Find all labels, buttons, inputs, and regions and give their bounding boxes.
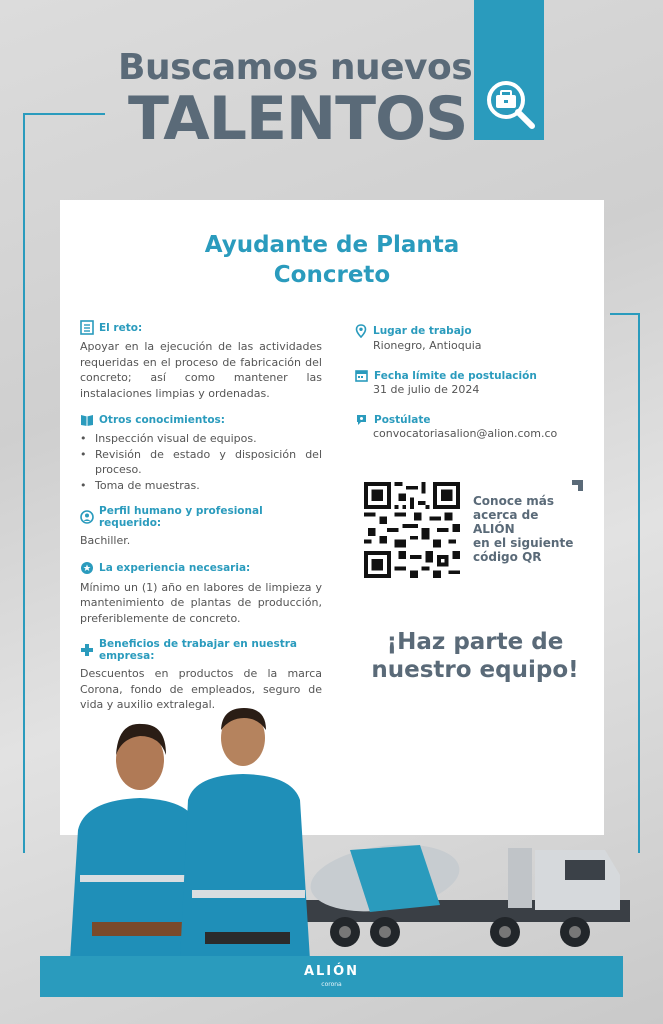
frame-line-right-h [610,313,640,315]
lugar-value: Rionegro, Antioquia [373,339,482,352]
postulate-heading [355,413,585,426]
frame-line-left-h [23,113,105,115]
section-perfil-heading [80,505,322,529]
right-column [355,324,585,457]
postulate-email[interactable]: convocatoriasalion@alion.com.co [373,427,558,440]
qr-caption-line4: en el siguiente [473,536,574,550]
section-experiencia-text: Mínimo un (1) año en labores de limpieza y mantenimiento de plantas de producción, preferiblemente de concreto. [80,580,322,625]
fecha-heading [355,369,585,382]
qr-caption [473,494,583,564]
headline [118,47,473,154]
qr-code[interactable] [364,482,460,578]
headline-line1: Buscamos nuevos [118,47,473,88]
footer-sub: corona [321,981,342,988]
calendar-icon [355,369,368,382]
qr-corner-mark [572,480,583,491]
briefcase-search-icon [482,74,540,134]
icon-box [474,0,544,140]
section-experiencia-heading [80,561,322,576]
conocimiento-item: • Toma de muestras. [80,478,322,494]
lugar-title: Lugar de trabajo [373,325,472,337]
section-conocimientos-list [80,431,322,493]
cta-line2: nuestro equipo! [371,657,579,683]
checklist-icon [80,320,94,335]
job-title-line2: Concreto [273,262,391,288]
headline-line2: TALENTOS [128,84,468,154]
footer-logo: ALIÓN [303,964,360,979]
section-reto-heading [80,320,322,335]
section-experiencia-title: La experiencia necesaria: [99,562,251,574]
plus-icon [80,643,94,657]
book-icon [80,413,94,427]
qr-caption-line1: Conoce más [473,494,555,508]
job-title [60,230,604,290]
section-perfil-title: Perfil humano y profesional requerido: [99,505,263,529]
lugar-heading [355,324,585,338]
postulate-title: Postúlate [374,413,431,426]
section-reto-title: El reto: [99,321,143,334]
cta-line1: ¡Haz parte de [386,629,564,655]
fecha-title: Fecha límite de postulación [374,369,537,382]
left-column [80,320,322,725]
job-title-line1: Ayudante de Planta [204,232,460,258]
call-to-action [360,628,590,684]
section-beneficios-heading [80,638,322,662]
section-beneficios-text: Descuentos en productos de la marca Corona, fondo de empleados, seguro de vida y auxilio extralegal. [80,667,322,711]
qr-caption-line5: código QR [473,550,542,564]
worker-man [180,708,310,960]
section-perfil-text: Bachiller. [80,534,131,547]
workers-and-truck-illustration [0,700,663,960]
qr-caption-line2: acerca de [473,508,539,522]
section-conocimientos-heading [80,413,322,427]
user-icon [80,510,94,524]
section-reto-text: Apoyar en la ejecución de las actividades requeridas en el proceso de fabricación del concreto; así como mantener las instalaciones limpias y ordenadas. [80,340,322,400]
worker-woman [70,724,200,960]
section-beneficios-title: Beneficios de trabajar en nuestra empresa: [99,638,297,662]
section-conocimientos-title: Otros conocimientos: [99,414,226,426]
concrete-mixer-truck [300,836,630,947]
fecha-value: 31 de julio de 2024 [373,383,480,396]
chat-icon [355,413,368,426]
footer-bar [40,956,623,997]
conocimiento-item: • Inspección visual de equipos. [80,431,322,447]
location-pin-icon [355,324,367,338]
qr-caption-line3: ALIÓN [473,522,515,536]
conocimiento-item: • Revisión de estado y disposición del proceso. [80,447,322,478]
badge-star-icon [80,561,94,576]
